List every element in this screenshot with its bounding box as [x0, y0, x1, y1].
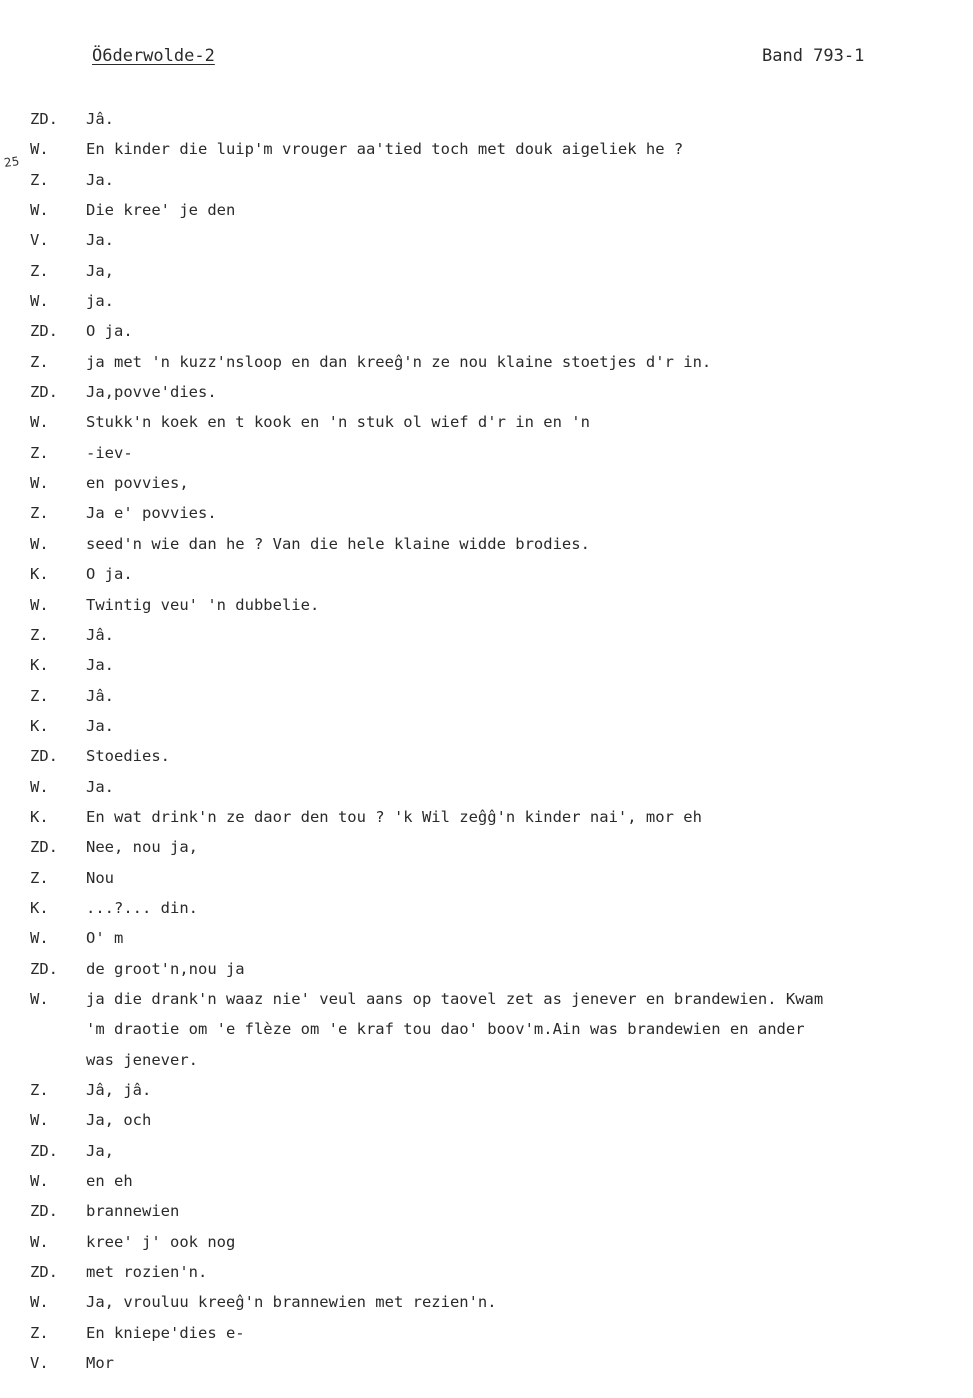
utterance-text: En kinder die luip'm vrouger aa'tied toch met douk aigeliek he ?: [86, 140, 684, 159]
speaker-label: W.: [30, 474, 49, 493]
utterance-text: Ja.: [86, 716, 114, 735]
band-number: Band 793-1: [762, 46, 865, 66]
transcript-line: [0, 620, 973, 650]
transcript-line: [0, 256, 973, 286]
speaker-label: Z.: [30, 625, 49, 644]
speaker-label: W.: [30, 201, 49, 220]
transcript-line: [0, 923, 973, 953]
transcript-line: [0, 954, 973, 984]
transcript-line: [0, 772, 973, 802]
transcript-line: [0, 650, 973, 680]
utterance-text: En kniepe'dies e-: [86, 1323, 245, 1342]
utterance-text: brannewien: [86, 1202, 180, 1221]
utterance-text: Ja,: [86, 1141, 114, 1160]
utterance-text: O' m: [86, 929, 124, 948]
transcript-line: [0, 377, 973, 407]
transcript-line: [0, 225, 973, 255]
transcript-line: [0, 286, 973, 316]
utterance-text: Nee, nou ja,: [86, 838, 198, 857]
transcript-line: [0, 832, 973, 862]
transcript-line: [0, 529, 973, 559]
speaker-label: Z.: [30, 1081, 49, 1099]
utterance-text: Ja e' povvies.: [86, 504, 217, 523]
utterance-text: En wat drink'n ze daor den tou ? 'k Wil zeĝĝ'n kinder nai', mor eh: [86, 807, 702, 826]
speaker-label: Z.: [30, 686, 49, 705]
transcript-line: [0, 802, 973, 832]
utterance-text: seed'n wie dan he ? Van die hele klaine widde brodies.: [86, 534, 590, 553]
speaker-label: ZD.: [30, 1141, 58, 1160]
speaker-label: Z.: [30, 261, 49, 280]
speaker-label: W.: [30, 777, 49, 796]
speaker-label: W.: [30, 292, 49, 311]
transcript-line: [0, 498, 973, 528]
speaker-label: ZD.: [30, 959, 58, 978]
transcript-line: [0, 468, 973, 498]
utterance-text: ja met 'n kuzz'nsloop en dan kreeĝ'n ze nou klaine stoetjes d'r in.: [86, 352, 712, 371]
utterance-text: ja.: [86, 292, 114, 311]
margin-annotation: 25: [3, 154, 21, 170]
utterance-text: de groot'n,nou ja: [86, 959, 245, 978]
utterance-text: Stoedies.: [86, 747, 170, 766]
transcript-line: [0, 407, 973, 437]
speaker-label: Z.: [30, 1323, 49, 1342]
speaker-label: W.: [30, 929, 49, 948]
speaker-label: V.: [30, 231, 49, 250]
transcript-line: [0, 1196, 973, 1226]
speaker-label: ZD.: [30, 747, 58, 766]
speaker-label: Z.: [30, 352, 49, 371]
speaker-label: W.: [30, 595, 49, 614]
utterance-text: O ja.: [86, 322, 133, 341]
utterance-text: -iev-: [86, 443, 133, 462]
utterance-text: ja die drank'n waaz nie' veul aans op taovel zet as jenever en brandewien. Kwam: [86, 989, 824, 1008]
utterance-text: Ja,: [86, 261, 114, 280]
speaker-label: W.: [30, 1293, 49, 1312]
utterance-text: Ja,povve'dies.: [86, 383, 217, 402]
transcript-line: [0, 316, 973, 346]
speaker-label: ZD.: [30, 383, 58, 402]
utterance-text: Ja.: [86, 170, 114, 189]
speaker-label: ZD.: [30, 110, 58, 128]
speaker-label: W.: [30, 140, 49, 159]
transcript-line: [0, 1166, 973, 1196]
utterance-text: Ja.: [86, 231, 114, 250]
transcript-line: [0, 1136, 973, 1166]
speaker-label: Z.: [30, 170, 49, 189]
utterance-text: was jenever.: [86, 1050, 198, 1069]
transcript-line: [0, 134, 973, 164]
transcript-line: [0, 1227, 973, 1257]
speaker-label: W.: [30, 1232, 49, 1251]
transcript-line: [0, 741, 973, 771]
speaker-label: ZD.: [30, 838, 58, 857]
transcript-line: [0, 1045, 973, 1075]
transcript-line: [0, 347, 973, 377]
utterance-text: Ja.: [86, 656, 114, 675]
transcript-line: [0, 1318, 973, 1348]
transcript-line: [0, 1348, 973, 1378]
utterance-text: kree' j' ook nog: [86, 1232, 236, 1251]
transcript-line: [0, 1014, 973, 1044]
transcript-line: [0, 984, 973, 1014]
speaker-label: K.: [30, 656, 49, 675]
utterance-text: Ja.: [86, 777, 114, 796]
utterance-text: Jâ.: [86, 686, 114, 705]
transcript-line: [0, 681, 973, 711]
transcript-line: [0, 711, 973, 741]
speaker-label: K.: [30, 716, 49, 735]
transcript-line: [0, 165, 973, 195]
speaker-label: W.: [30, 413, 49, 432]
speaker-label: ZD.: [30, 1202, 58, 1221]
transcript-line: [0, 893, 973, 923]
utterance-text: ...?... din.: [86, 898, 198, 917]
utterance-text: Mor: [86, 1354, 114, 1373]
speaker-label: W.: [30, 1111, 49, 1130]
utterance-text: Jâ, jâ.: [86, 1081, 152, 1099]
transcript-line: [0, 863, 973, 893]
speaker-label: Z.: [30, 443, 49, 462]
transcript-line: [0, 559, 973, 589]
speaker-label: ZD.: [30, 322, 58, 341]
transcript-line: [0, 438, 973, 468]
utterance-text: Ja, och: [86, 1111, 152, 1130]
transcript-line: [0, 1105, 973, 1135]
utterance-text: Stukk'n koek en t kook en 'n stuk ol wief d'r in en 'n: [86, 413, 590, 432]
transcript-line: [0, 1257, 973, 1287]
transcript-line: [0, 104, 973, 134]
speaker-label: K.: [30, 565, 49, 584]
utterance-text: Nou: [86, 868, 114, 887]
utterance-text: en eh: [86, 1172, 133, 1191]
utterance-text: Twintig veu' 'n dubbelie.: [86, 595, 320, 614]
transcript-line: [0, 1075, 973, 1105]
speaker-label: Z.: [30, 868, 49, 887]
document-title: Ö6derwolde-2: [92, 46, 215, 66]
speaker-label: W.: [30, 989, 49, 1008]
utterance-text: O ja.: [86, 565, 133, 584]
utterance-text: Die kree' je den: [86, 201, 236, 220]
utterance-text: Ja, vrouluu kreeĝ'n brannewien met rezien'n.: [86, 1293, 497, 1312]
utterance-text: Jâ.: [86, 625, 114, 644]
speaker-label: K.: [30, 807, 49, 826]
transcript-line: [0, 590, 973, 620]
transcript-line: [0, 195, 973, 225]
utterance-text: 'm draotie om 'e flèze om 'e kraf tou dao' boov'm.Ain was brandewien en ander: [86, 1020, 805, 1039]
speaker-label: W.: [30, 1172, 49, 1191]
transcript: [0, 104, 973, 1378]
speaker-label: Z.: [30, 504, 49, 523]
speaker-label: K.: [30, 898, 49, 917]
utterance-text: en povvies,: [86, 474, 189, 493]
transcript-line: [0, 1287, 973, 1317]
speaker-label: V.: [30, 1354, 49, 1373]
utterance-text: Jâ.: [86, 110, 114, 128]
speaker-label: ZD.: [30, 1263, 58, 1282]
utterance-text: met rozien'n.: [86, 1263, 208, 1282]
speaker-label: W.: [30, 534, 49, 553]
